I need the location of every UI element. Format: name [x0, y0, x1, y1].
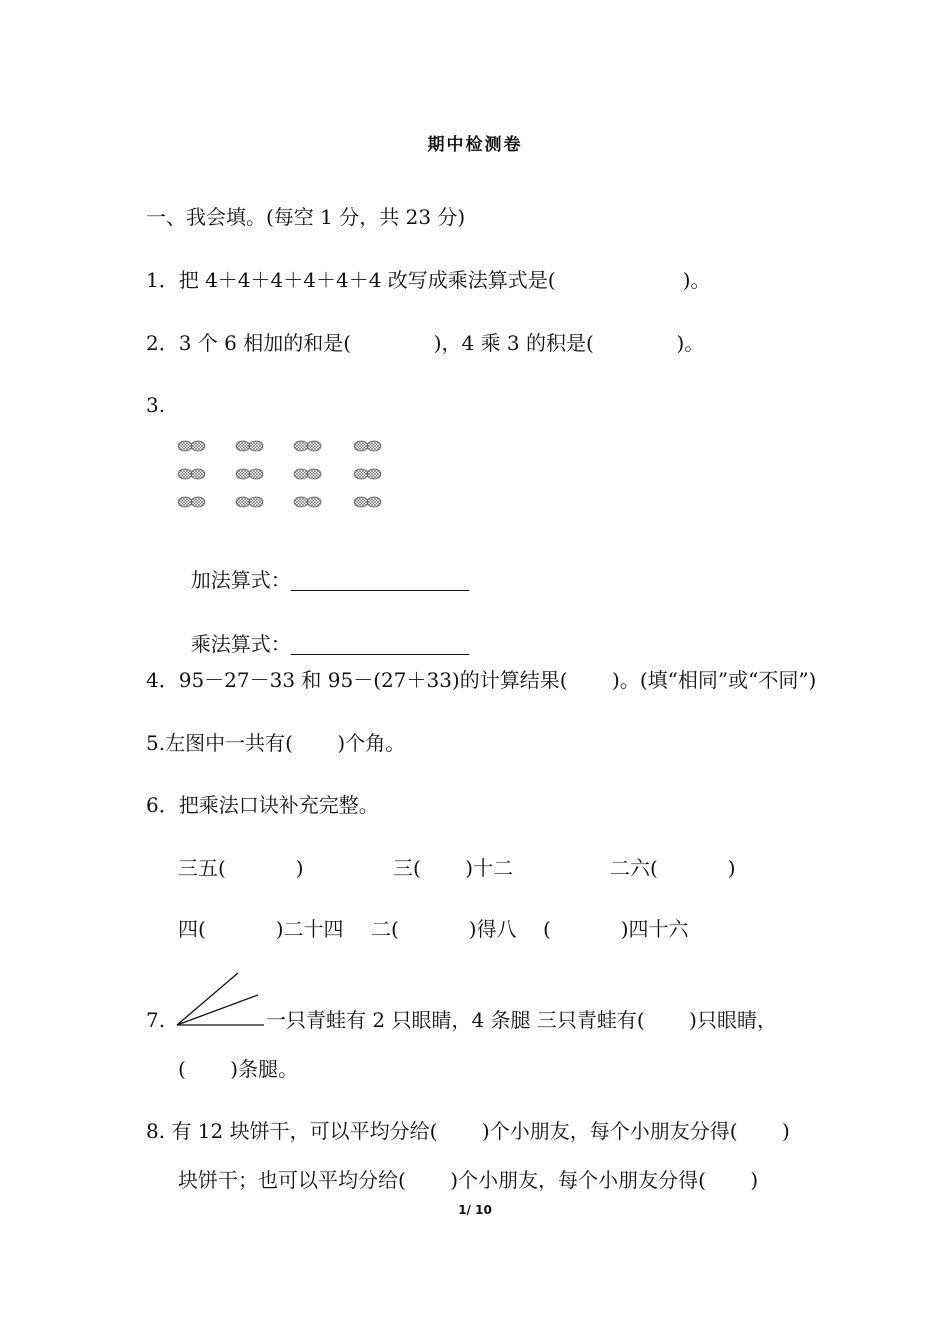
angle-figure [174, 970, 266, 1028]
question-7-line-2: ( )条腿。 [178, 1057, 299, 1081]
question-1: 1．把 4＋4＋4＋4＋4＋4 改写成乘法算式是( )。 [146, 268, 711, 292]
question-7-line-1: 一只青蛙有 2 只眼睛，4 条腿 三只青蛙有( )只眼睛， [266, 1008, 777, 1032]
question-5: 5.左图中一共有( )个角。 [146, 731, 406, 755]
shell-row-3 [178, 497, 381, 507]
question-2: 2．3 个 6 相加的和是( )，4 乘 3 的积是( )。 [146, 331, 705, 355]
question-4: 4．95－27－33 和 95－(27＋33)的计算结果( )。(填“相同”或“不同”) [146, 668, 817, 692]
rhyme-blank-3: 二六( ) [610, 856, 736, 880]
page-number: 1/ 10 [458, 1203, 492, 1217]
multiplication-blank[interactable] [291, 634, 469, 655]
section-heading: 一、我会填。(每空 1 分，共 23 分) [146, 205, 466, 229]
shell-row-2 [178, 469, 381, 479]
addition-answer-row [178, 541, 469, 593]
question-8-line-1: 8. 有 12 块饼干，可以平均分给( )个小朋友，每个小朋友分得( ) [146, 1119, 790, 1143]
shell-row-1 [178, 441, 381, 451]
question-3-number: 3. [146, 393, 166, 417]
question-7-number: 7. [146, 1008, 166, 1032]
rhyme-blank-6: ( )四十六 [543, 917, 689, 941]
addition-label: 加法算式： [190, 568, 291, 592]
multiplication-answer-row [178, 605, 469, 657]
multiplication-label: 乘法算式： [190, 632, 291, 656]
rhyme-blank-5: 二( )得八 [371, 917, 517, 941]
rhyme-blank-1: 三五( ) [178, 856, 304, 880]
shell-grid-illustration [176, 438, 406, 518]
rhyme-blank-2: 三( )十二 [393, 856, 514, 880]
rhyme-blank-4: 四( )二十四 [178, 917, 344, 941]
addition-blank[interactable] [291, 570, 469, 591]
question-8-line-2: 块饼干；也可以平均分给( )个小朋友，每个小朋友分得( ) [178, 1168, 759, 1192]
question-6-stem: 6．把乘法口诀补充完整。 [146, 793, 379, 817]
page-title: 期中检测卷 [427, 135, 523, 155]
